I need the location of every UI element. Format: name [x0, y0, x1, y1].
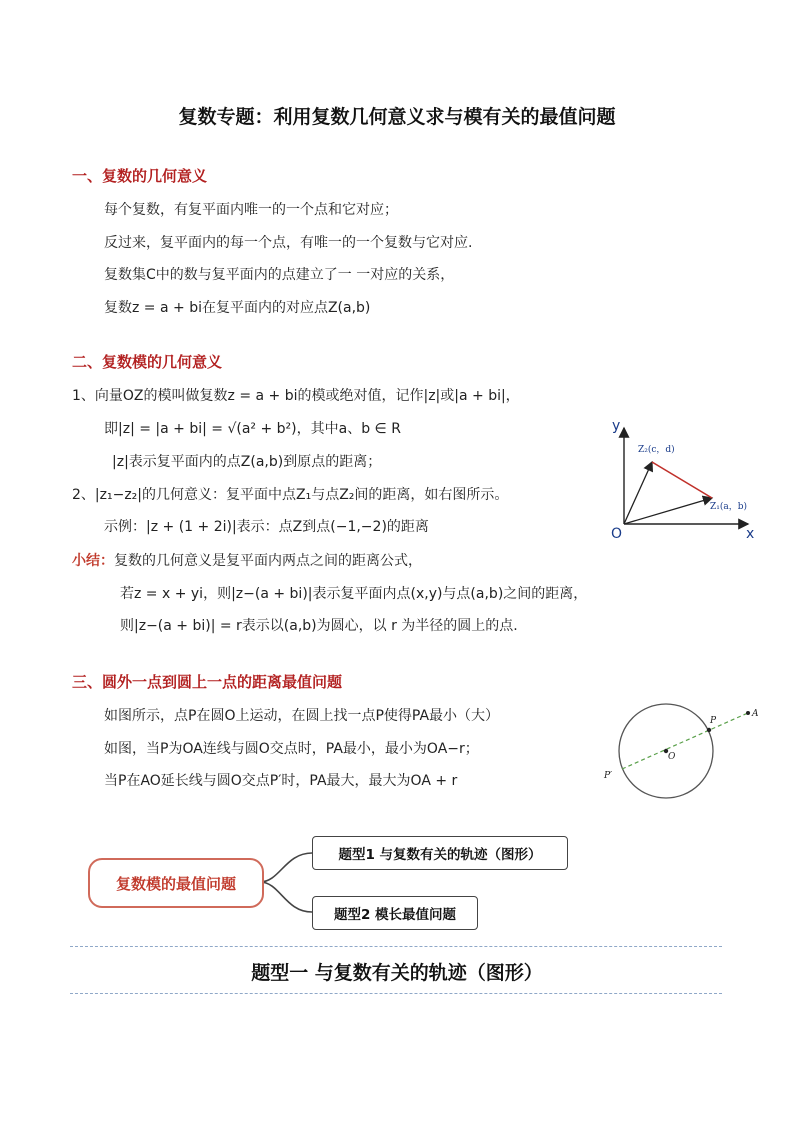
point-o-label: O [668, 752, 676, 762]
summary-label: 小结： [72, 553, 114, 569]
page-title: 复数专题：利用复数几何意义求与模有关的最值问题 [178, 106, 616, 128]
summary-line-1 [72, 550, 422, 570]
section3-heading: 三、圆外一点到圆上一点的距离最值问题 [72, 673, 343, 691]
section1-line-4: 复数z = a + bi在复平面内的对应点Z(a,b) [104, 300, 371, 316]
section1-line-1: 每个复数，有复平面内唯一的一个点和它对应； [104, 202, 398, 218]
line-ao-extended [622, 712, 750, 769]
mindmap-branch-2: 题型2 模长最值问题 [312, 896, 478, 930]
section3-line-2: 如图，当P为OA连线与圆O交点时，PA最小，最小为OA−r； [104, 741, 479, 757]
section2-heading: 二、复数模的几何意义 [72, 353, 223, 371]
summary-line-3: 则|z−(a + bi)| = r表示以(a,b)为圆心，以 r 为半径的圆上的点. [120, 618, 518, 634]
section3-line-1: 如图所示，点P在圆O上运动，在圆上找一点P使得PA最小（大） [104, 708, 500, 724]
circle-distance-figure [600, 695, 770, 805]
segment-z1-z2 [652, 462, 712, 498]
point-a-label: A [752, 709, 759, 719]
section2-line-4: 2、|z₁−z₂|的几何意义：复平面中点Z₁与点Z₂间的距离，如右图所示。 [72, 487, 509, 503]
mindmap-root: 复数模的最值问题 [88, 858, 264, 908]
section1-heading: 一、复数的几何意义 [72, 167, 208, 185]
point-p-label: P [710, 716, 717, 726]
point-a-dot [746, 711, 750, 715]
complex-plane-figure [600, 410, 770, 550]
x-axis-label: x [746, 526, 755, 542]
section2-line-1: 1、向量OZ的模叫做复数z = a + bi的模或绝对值，记作|z|或|a + bi|， [72, 388, 520, 404]
origin-label: O [611, 526, 623, 542]
section2-line-5: 示例：|z + (1 + 2i)|表示：点Z到点(−1,−2)的距离 [104, 519, 429, 535]
y-axis-label: y [612, 418, 621, 434]
summary-line-2: 若z = x + yi，则|z−(a + bi)|表示复平面内点(x,y)与点(a,b)之间的距离， [120, 586, 588, 602]
divider-bottom [70, 993, 722, 994]
vector-oz2 [624, 462, 652, 524]
z1-label: Z₁(a，b) [710, 502, 748, 512]
section2-line-3: |z|表示复平面内的点Z(a,b)到原点的距离； [112, 454, 382, 470]
summary-text-1: 复数的几何意义是复平面内两点之间的距离公式， [114, 553, 422, 569]
divider-top [70, 946, 722, 947]
mindmap-branch-1: 题型1 与复数有关的轨迹（图形） [312, 836, 568, 870]
section1-line-2: 反过来，复平面内的每一个点，有唯一的一个复数与它对应. [104, 235, 473, 251]
section-title-type-1: 题型一 与复数有关的轨迹（图形） [251, 962, 543, 984]
point-p-dot [707, 728, 711, 732]
section3-line-3: 当P在AO延长线与圆O交点P′时，PA最大，最大为OA + r [104, 773, 458, 789]
section1-line-3: 复数集C中的数与复平面内的点建立了一 一对应的关系， [104, 267, 455, 283]
z2-label: Z₂(c，d) [638, 445, 675, 455]
point-p-prime-label: P′ [604, 771, 613, 781]
vector-oz1 [624, 498, 712, 524]
section2-line-2: 即|z| = |a + bi| = √(a² + b²)，其中a、b ∈ R [104, 421, 401, 437]
